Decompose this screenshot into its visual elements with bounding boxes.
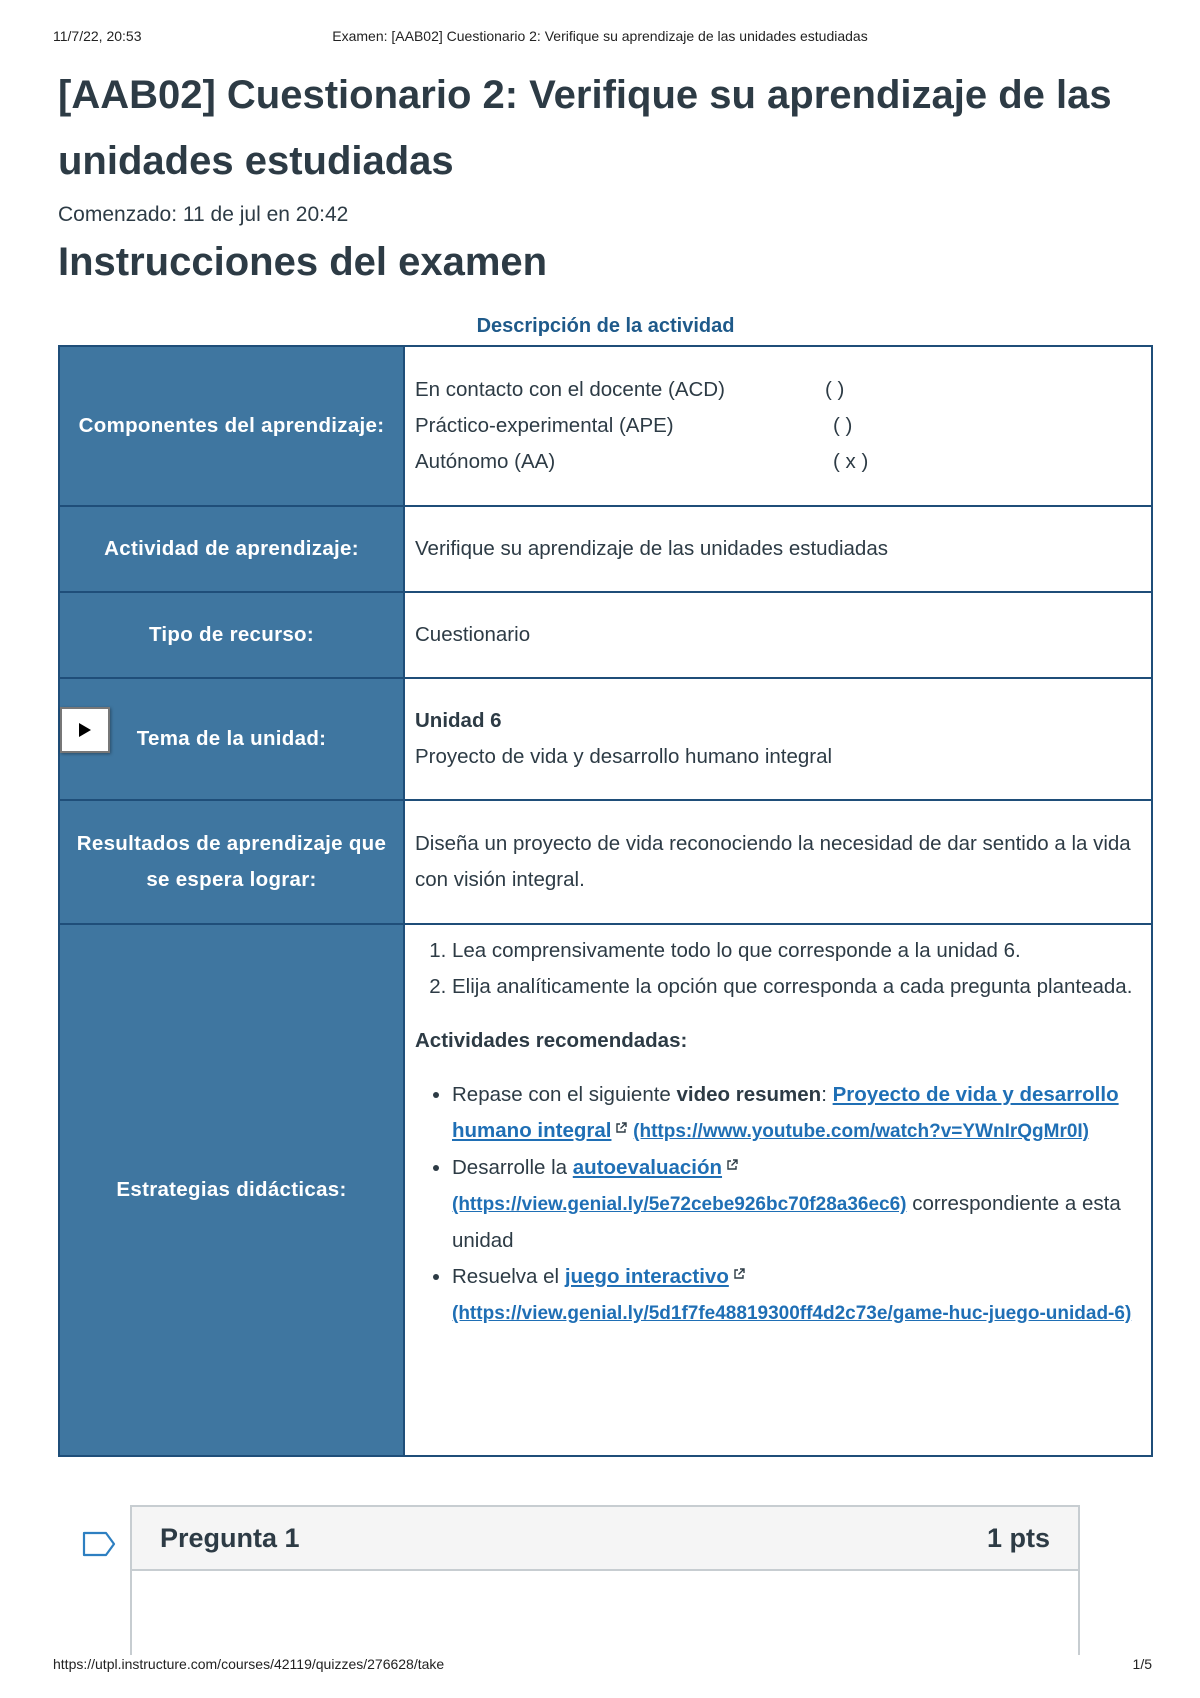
component-name: Práctico-experimental (APE) bbox=[415, 414, 674, 437]
activity-value: Verifique su aprendizaje de las unidades estudiadas bbox=[404, 506, 1152, 592]
component-mark: ( ) bbox=[833, 414, 853, 437]
row-resource bbox=[59, 592, 1152, 678]
rec-text: Repase con el siguiente bbox=[452, 1083, 677, 1106]
recommended-list bbox=[415, 1077, 1141, 1332]
component-aa bbox=[415, 444, 1141, 480]
started-info bbox=[58, 203, 348, 227]
outcomes-value: Diseña un proyecto de vida reconociendo la necesidad de dar sentido a la vida con visión integral. bbox=[404, 800, 1152, 924]
rec-bold: video resumen bbox=[676, 1083, 822, 1106]
print-header bbox=[0, 28, 1200, 48]
step-item: 2. Elija analíticamente la opción que corresponda a cada pregunta planteada. bbox=[452, 969, 1141, 1005]
unit-label-cell bbox=[59, 678, 404, 800]
print-title: Examen: [AAB02] Cuestionario 2: Verifique su aprendizaje de las unidades estudiadas bbox=[332, 28, 868, 44]
strategies-value bbox=[404, 924, 1152, 1456]
video-url-link[interactable]: (https://www.youtube.com/watch?v=YWnIrQgMr0I) bbox=[633, 1121, 1090, 1142]
video-link[interactable]: Proyecto de vida y desarrollo humano integral bbox=[452, 1083, 1119, 1142]
components-value bbox=[404, 346, 1152, 506]
rec-text: Desarrolle la bbox=[452, 1156, 573, 1179]
started-label: Comenzado: bbox=[58, 203, 178, 226]
rec-text: Resuelva el bbox=[452, 1265, 565, 1288]
strategies-label: Estrategias didácticas: bbox=[59, 924, 404, 1456]
rec-item-video bbox=[452, 1077, 1141, 1150]
component-ape bbox=[415, 408, 1141, 444]
unit-label: Tema de la unidad: bbox=[136, 727, 327, 750]
started-value: 11 de jul en 20:42 bbox=[182, 203, 349, 226]
steps-list bbox=[415, 933, 1141, 1005]
autoeval-link[interactable]: autoevaluación bbox=[572, 1156, 723, 1179]
activity-table bbox=[58, 345, 1153, 1457]
external-link-icon bbox=[615, 1122, 627, 1134]
instructions-heading: Instrucciones del examen bbox=[58, 240, 548, 284]
question-name: Pregunta 1 bbox=[160, 1523, 300, 1553]
question-header bbox=[130, 1505, 1080, 1571]
game-url-link[interactable]: (https://view.genial.ly/5d1f7fe48819300ff4d2c73e/game-huc-juego-unidad-6) bbox=[452, 1303, 1132, 1324]
activity-label: Actividad de aprendizaje: bbox=[59, 506, 404, 592]
external-link-icon bbox=[733, 1268, 745, 1280]
play-button[interactable] bbox=[60, 707, 110, 753]
flag-icon[interactable] bbox=[82, 1531, 116, 1557]
unit-name: Unidad 6 bbox=[415, 709, 502, 732]
game-link[interactable]: juego interactivo bbox=[564, 1265, 729, 1288]
rec-item-autoeval bbox=[452, 1150, 1141, 1259]
external-link-icon bbox=[726, 1159, 738, 1171]
rec-colon: : bbox=[821, 1083, 833, 1106]
row-components bbox=[59, 346, 1152, 506]
row-unit bbox=[59, 678, 1152, 800]
step-item: 1. Lea comprensivamente todo lo que corresponde a la unidad 6. bbox=[452, 933, 1141, 969]
rec-item-game bbox=[452, 1259, 1141, 1332]
row-strategies bbox=[59, 924, 1152, 1456]
components-label: Componentes del aprendizaje: bbox=[59, 346, 404, 506]
question-points: 1 pts bbox=[986, 1523, 1050, 1553]
row-outcomes bbox=[59, 800, 1152, 924]
row-activity bbox=[59, 506, 1152, 592]
autoeval-url-link[interactable]: (https://view.genial.ly/5e72cebe926bc70f28a36ec6) bbox=[452, 1194, 907, 1215]
quiz-title: [AAB02] Cuestionario 2: Verifique su aprendizaje de las unidades estudiadas bbox=[58, 73, 1112, 183]
unit-value bbox=[404, 678, 1152, 800]
resource-value: Cuestionario bbox=[404, 592, 1152, 678]
play-icon bbox=[79, 723, 91, 737]
recommended-heading: Actividades recomendadas: bbox=[415, 1029, 688, 1052]
print-url: https://utpl.instructure.com/courses/42119/quizzes/276628/take bbox=[53, 1656, 445, 1672]
component-name: Autónomo (AA) bbox=[415, 450, 556, 473]
component-mark: ( x ) bbox=[833, 450, 869, 473]
component-mark: ( ) bbox=[825, 378, 845, 401]
component-acd bbox=[415, 372, 1141, 408]
unit-topic: Proyecto de vida y desarrollo humano integral bbox=[415, 745, 833, 768]
question-body bbox=[130, 1571, 1080, 1655]
component-name: En contacto con el docente (ACD) bbox=[415, 378, 725, 401]
question-card bbox=[130, 1505, 1080, 1655]
outcomes-label: Resultados de aprendizaje que se espera lograr: bbox=[59, 800, 404, 924]
rec-suffix: correspondiente a esta unidad bbox=[452, 1192, 1121, 1252]
description-caption: Descripción de la actividad bbox=[476, 315, 735, 337]
print-date: 11/7/22, 20:53 bbox=[53, 28, 142, 44]
resource-label: Tipo de recurso: bbox=[59, 592, 404, 678]
print-page-number: 1/5 bbox=[1132, 1656, 1152, 1672]
